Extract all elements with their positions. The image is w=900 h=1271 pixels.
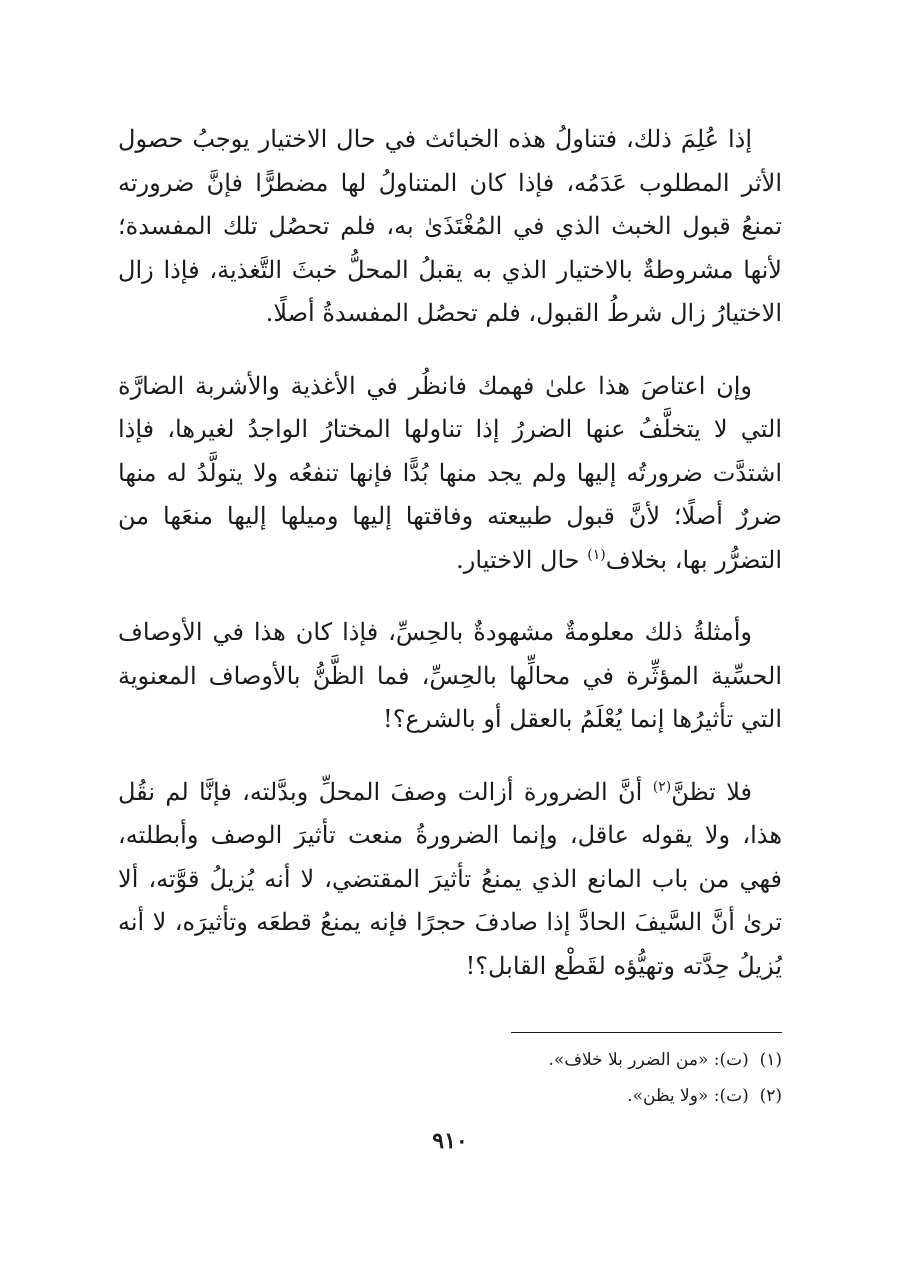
footnote-1 — [118, 1042, 782, 1078]
footnote-mark-2[interactable]: (٢) — [652, 778, 672, 795]
paragraph-3-text: وأمثلةُ ذلك معلومةٌ مشهودةٌ بالحِسِّ، فإذا كان هذا في الأوصاف الحسِّية المؤثِّرة في محالِّها بالحِسِّ، فما الظَّنُّ بالأوصاف المعنوية التي تأثيرُها إنما يُعْلَمُ بالعقل أو بالشرع؟! — [118, 618, 782, 733]
footnote-1-text: (ت): «من الضرر بلا خلاف». — [548, 1050, 749, 1070]
footnote-2-number: (٢) — [759, 1086, 782, 1106]
paragraph-4-lead: فلا تظنَّ — [671, 777, 752, 806]
paragraph-4 — [118, 771, 782, 989]
footnote-2 — [118, 1078, 782, 1114]
page-body — [118, 118, 782, 1017]
paragraph-2-text: وإن اعتاصَ هذا علىٰ فهمك فانظُر في الأغذية والأشربة الضارَّة التي لا يتخلَّفُ عنها الضررُ إذا تناولها المختارُ الواجدُ لغيرها، فإذا اشتدَّت ضرورتُه إليها ولم يجد منها بُدًّا فإنها تنفعُه ولا يتولَّدُ له منها ضررٌ أصلًا؛ لأنَّ قبول طبيعته وفاقتها إليها وميلها إليها منعَها من التضرُّر بها، بخلاف — [118, 371, 782, 574]
footnote-1-number: (١) — [759, 1050, 782, 1070]
footnote-mark-1[interactable]: (١) — [587, 546, 606, 563]
footnote-2-text: (ت): «ولا يظن». — [627, 1086, 749, 1106]
footnotes — [118, 1042, 782, 1114]
paragraph-4-text: أنَّ الضرورة أزالت وصفَ المحلِّ وبدَّلته، فإنَّا لم نقُل هذا، ولا يقوله عاقل، وإنما الضرورةُ منعت تأثيرَ الوصف وأبطلته، فهي من باب المانع الذي يمنعُ تأثيرَ المقتضي، لا أنه يُزيلُ قوَّته، ألا ترىٰ أنَّ السَّيفَ الحادَّ إذا صادفَ حجرًا فإنه يمنعُ قطعَه وتأثيرَه، لا أنه يُزيلُ حِدَّته وتهيُّؤه لقَطْع القابل؟! — [118, 777, 782, 980]
page-number: ٩١٠ — [432, 1128, 468, 1154]
paragraph-2 — [118, 365, 782, 583]
paragraph-3 — [118, 611, 782, 742]
footnote-separator — [511, 1032, 782, 1033]
paragraph-1 — [118, 118, 782, 336]
paragraph-2-tail: حال الاختيار. — [456, 545, 580, 574]
paragraph-1-text: إذا عُلِمَ ذلك، فتناولُ هذه الخبائث في حال الاختيار يوجبُ حصول الأثر المطلوب عَدَمُه، فإذا كان المتناولُ لها مضطرًّا فإنَّ ضرورته تمنعُ قبول الخبث الذي في المُغْتَذَىٰ به، فلم تحصُل تلك المفسدة؛ لأنها مشروطةٌ بالاختيار الذي به يقبلُ المحلُّ خبثَ التَّغذية، فإذا زال الاختيارُ زال شرطُ القبول، فلم تحصُل المفسدةُ أصلًا. — [118, 125, 782, 327]
